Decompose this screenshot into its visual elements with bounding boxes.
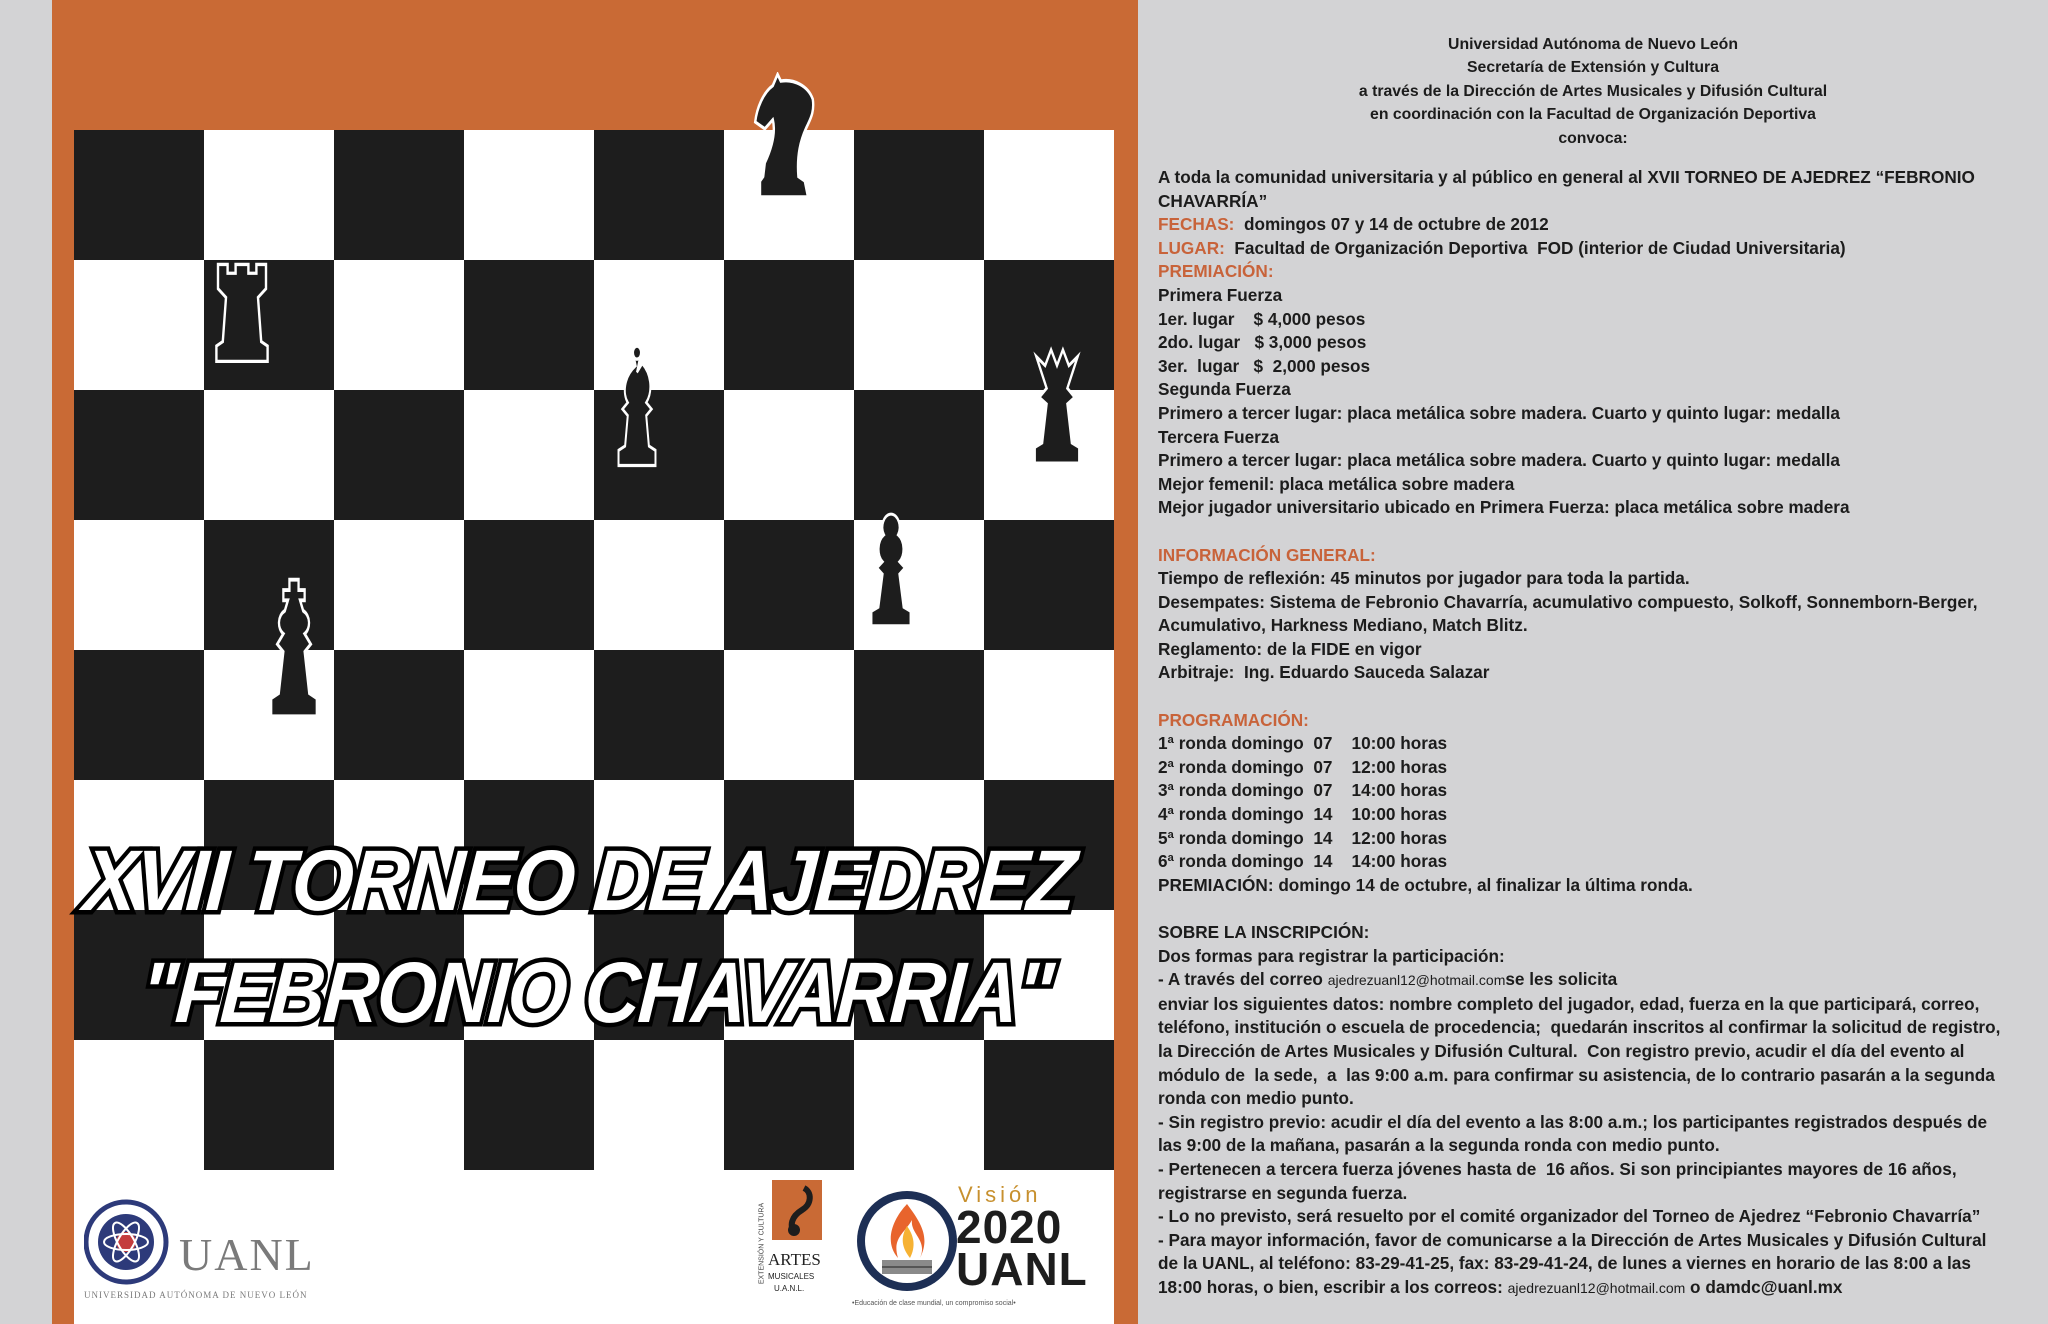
poster-title bbox=[60, 800, 1120, 1060]
inscripcion-line: - Lo no previsto, será resuelto por el comité organizador del Torneo de Ajedrez “Febronio Chavarría” bbox=[1158, 1206, 1981, 1227]
left-margin bbox=[0, 0, 52, 1324]
info-line: Acumulativo, Harkness Mediano, Match Blitz. bbox=[1158, 615, 1528, 636]
intro-line: A toda la comunidad universitaria y al público en general al XVII TORNEO DE AJEDREZ “FEBRONIO bbox=[1158, 167, 1975, 187]
premiacion-line: Tercera Fuerza bbox=[1158, 426, 1280, 447]
last-mid: o bbox=[1685, 1276, 1706, 1297]
email-link[interactable]: ajedrezuanl12@hotmail.com bbox=[1327, 972, 1506, 989]
header-line: en coordinación con la Facultad de Organización Deportiva bbox=[1370, 106, 1816, 124]
inscripcion-line: la Dirección de Artes Musicales y Difusión Cultural. Con registro previo, acudir el día del evento al bbox=[1158, 1040, 1965, 1061]
inscripcion-list bbox=[1158, 993, 2038, 1276]
inscripcion-heading: SOBRE LA INSCRIPCIÓN: bbox=[1158, 922, 1370, 942]
email-suffix: se les solicita bbox=[1505, 969, 1618, 990]
inscripcion-line: las 9:00 de la mañana, pasarán a la segunda ronda con medio punto. bbox=[1158, 1135, 1720, 1156]
header-line: convoca: bbox=[1558, 129, 1628, 147]
last-prefix: 18:00 horas, o bien, escribir a los correos: bbox=[1158, 1276, 1508, 1297]
info-panel bbox=[1138, 0, 2048, 1324]
title-line-1: XVII TORNEO DE AJEDREZ bbox=[80, 833, 1120, 929]
lugar-value: Facultad de Organización Deportiva FOD (interior de Ciudad Universitaria) bbox=[1224, 237, 1846, 258]
artes-side-text: EXTENSIÓN Y CULTURA bbox=[758, 1202, 766, 1285]
inscripcion-line: - Pertenecen a tercera fuerza jóvenes hasta de 16 años. Si son principiantes mayores de 16 años, bbox=[1158, 1158, 1957, 1179]
dark-square bbox=[854, 650, 984, 780]
inscripcion-line: - Para mayor información, favor de comunicarse a la Dirección de Artes Musicales y Difusión Cultural bbox=[1158, 1229, 1987, 1250]
logo-bar bbox=[74, 1170, 1114, 1324]
dark-square bbox=[854, 390, 984, 520]
premiacion-line: Primero a tercer lugar: placa metálica sobre madera. Cuarto y quinto lugar: medalla bbox=[1158, 402, 1840, 423]
inscripcion-line: - Sin registro previo: acudir el día del evento a las 8:00 a.m.; los participantes registrados después de bbox=[1158, 1111, 1988, 1132]
vision-slogan: •Educación de clase mundial, un compromiso social• bbox=[852, 1300, 1016, 1307]
artes-sub1: MUSICALES bbox=[768, 1272, 815, 1281]
queen-icon bbox=[1020, 336, 1094, 475]
premiacion-line: 2do. lugar $ 3,000 pesos bbox=[1158, 332, 1367, 353]
header-line: Secretaría de Extensión y Cultura bbox=[1467, 59, 1719, 77]
dark-square bbox=[464, 260, 594, 390]
last-row bbox=[1158, 1276, 2038, 1301]
knight-icon bbox=[744, 72, 824, 211]
programacion-line: 4ª ronda domingo 14 10:00 horas bbox=[1158, 804, 1448, 825]
info-line: Reglamento: de la FIDE en vigor bbox=[1158, 638, 1422, 659]
vision-year: 2020 bbox=[956, 1201, 1063, 1253]
premiacion-line: 1er. lugar $ 4,000 pesos bbox=[1158, 308, 1366, 329]
artes-musicales-logo bbox=[754, 1180, 834, 1310]
dark-square bbox=[74, 390, 204, 520]
dark-square bbox=[724, 520, 854, 650]
dark-square bbox=[74, 650, 204, 780]
programacion-list bbox=[1158, 732, 2038, 897]
inscripcion-line: módulo de la sede, a las 9:00 a.m. para confirmar su asistencia, de lo contrario pasarán a la segunda bbox=[1158, 1064, 1995, 1085]
programacion-line: 3ª ronda domingo 07 14:00 horas bbox=[1158, 780, 1448, 801]
uanl-text: UANL bbox=[179, 1229, 315, 1280]
vision-word: Visión bbox=[958, 1182, 1042, 1207]
dark-square bbox=[984, 520, 1114, 650]
fechas-row bbox=[1158, 213, 2038, 237]
info-line: Tiempo de reflexión: 45 minutos por jugador para toda la partida. bbox=[1158, 568, 1690, 589]
convocatoria-body bbox=[1158, 166, 2038, 1301]
vision-2020-logo bbox=[852, 1182, 1112, 1312]
premiacion-line: Mejor jugador universitario ubicado en Primera Fuerza: placa metálica sobre madera bbox=[1158, 497, 1850, 518]
premiacion-heading: PREMIACIÓN: bbox=[1158, 261, 1274, 282]
email-row bbox=[1158, 968, 2038, 993]
lugar-label: LUGAR: bbox=[1158, 237, 1225, 258]
info-list bbox=[1158, 567, 2038, 685]
dark-square bbox=[594, 650, 724, 780]
premiacion-line: Primera Fuerza bbox=[1158, 284, 1283, 305]
programacion-line: 5ª ronda domingo 14 12:00 horas bbox=[1158, 827, 1448, 848]
dark-square bbox=[334, 390, 464, 520]
programacion-line: 2ª ronda domingo 07 12:00 horas bbox=[1158, 756, 1448, 777]
dark-square bbox=[854, 130, 984, 260]
info-line: Arbitraje: Ing. Eduardo Sauceda Salazar bbox=[1158, 662, 1490, 683]
inscripcion-line: registrarse en segunda fuerza. bbox=[1158, 1182, 1408, 1203]
premiacion-line: Mejor femenil: placa metálica sobre madera bbox=[1158, 473, 1515, 494]
header-block bbox=[1138, 33, 2048, 150]
premiacion-list bbox=[1158, 284, 2038, 520]
premiacion-line: Segunda Fuerza bbox=[1158, 379, 1291, 400]
dark-square bbox=[74, 130, 204, 260]
uanl-subtext: UNIVERSIDAD AUTÓNOMA DE NUEVO LEÓN bbox=[84, 1290, 308, 1300]
info-line: Desempates: Sistema de Febronio Chavarría, acumulativo compuesto, Solkoff, Sonnemborn-Berger, bbox=[1158, 591, 1978, 612]
title-line-2: "FEBRONIO CHAVARRIA" bbox=[138, 945, 1120, 1041]
dark-square bbox=[334, 130, 464, 260]
programacion-line: 6ª ronda domingo 14 14:00 horas bbox=[1158, 851, 1448, 872]
uanl-logo bbox=[84, 1188, 344, 1308]
inscripcion-line: de la UANL, al teléfono: 83-29-41-25, fax: 83-29-41-24, de lunes a viernes en horario de las 8:00 a las bbox=[1158, 1253, 1971, 1274]
dark-square bbox=[724, 260, 854, 390]
programacion-line: PREMIACIÓN: domingo 14 de octubre, al finalizar la última ronda. bbox=[1158, 874, 1693, 895]
king-icon bbox=[256, 572, 332, 729]
email-prefix: - A través del correo bbox=[1158, 969, 1328, 990]
dark-square bbox=[464, 520, 594, 650]
inscripcion-line: enviar los siguientes datos: nombre completo del jugador, edad, fuerza en la que participará, correo, bbox=[1158, 993, 1980, 1014]
header-line: Universidad Autónoma de Nuevo León bbox=[1448, 36, 1738, 53]
pawn-icon bbox=[856, 510, 926, 637]
bishop-icon bbox=[604, 344, 670, 477]
premiacion-line: 3er. lugar $ 2,000 pesos bbox=[1158, 355, 1371, 376]
fechas-label: FECHAS: bbox=[1158, 214, 1235, 235]
header-line: a través de la Dirección de Artes Musicales y Difusión Cultural bbox=[1358, 82, 1828, 100]
info-heading: INFORMACIÓN GENERAL: bbox=[1158, 544, 1376, 565]
programacion-line: 1ª ronda domingo 07 10:00 horas bbox=[1158, 733, 1448, 754]
rook-icon bbox=[202, 238, 282, 373]
lugar-row bbox=[1158, 237, 2038, 261]
fechas-value: domingos 07 y 14 de octubre de 2012 bbox=[1234, 214, 1549, 235]
intro-line: CHAVARRÍA” bbox=[1158, 190, 1268, 211]
dark-square bbox=[594, 130, 724, 260]
artes-text: ARTES bbox=[768, 1250, 821, 1269]
inscripcion-line: teléfono, institución o escuela de procedencia; quedarán inscritos al confirmar la solicitud de registro, bbox=[1158, 1017, 2001, 1038]
premiacion-line: Primero a tercer lugar: placa metálica sobre madera. Cuarto y quinto lugar: medalla bbox=[1158, 450, 1840, 471]
programacion-heading: PROGRAMACIÓN: bbox=[1158, 709, 1309, 730]
dark-square bbox=[334, 650, 464, 780]
vision-uanl: UANL bbox=[956, 1243, 1088, 1295]
inscripcion-intro: Dos formas para registrar la participación: bbox=[1158, 945, 1505, 966]
email-link[interactable]: damdc@uanl.mx bbox=[1705, 1276, 1843, 1297]
artes-sub2: U.A.N.L. bbox=[774, 1284, 805, 1293]
email-link[interactable]: ajedrezuanl12@hotmail.com bbox=[1507, 1279, 1686, 1296]
inscripcion-line: ronda con medio punto. bbox=[1158, 1088, 1354, 1109]
